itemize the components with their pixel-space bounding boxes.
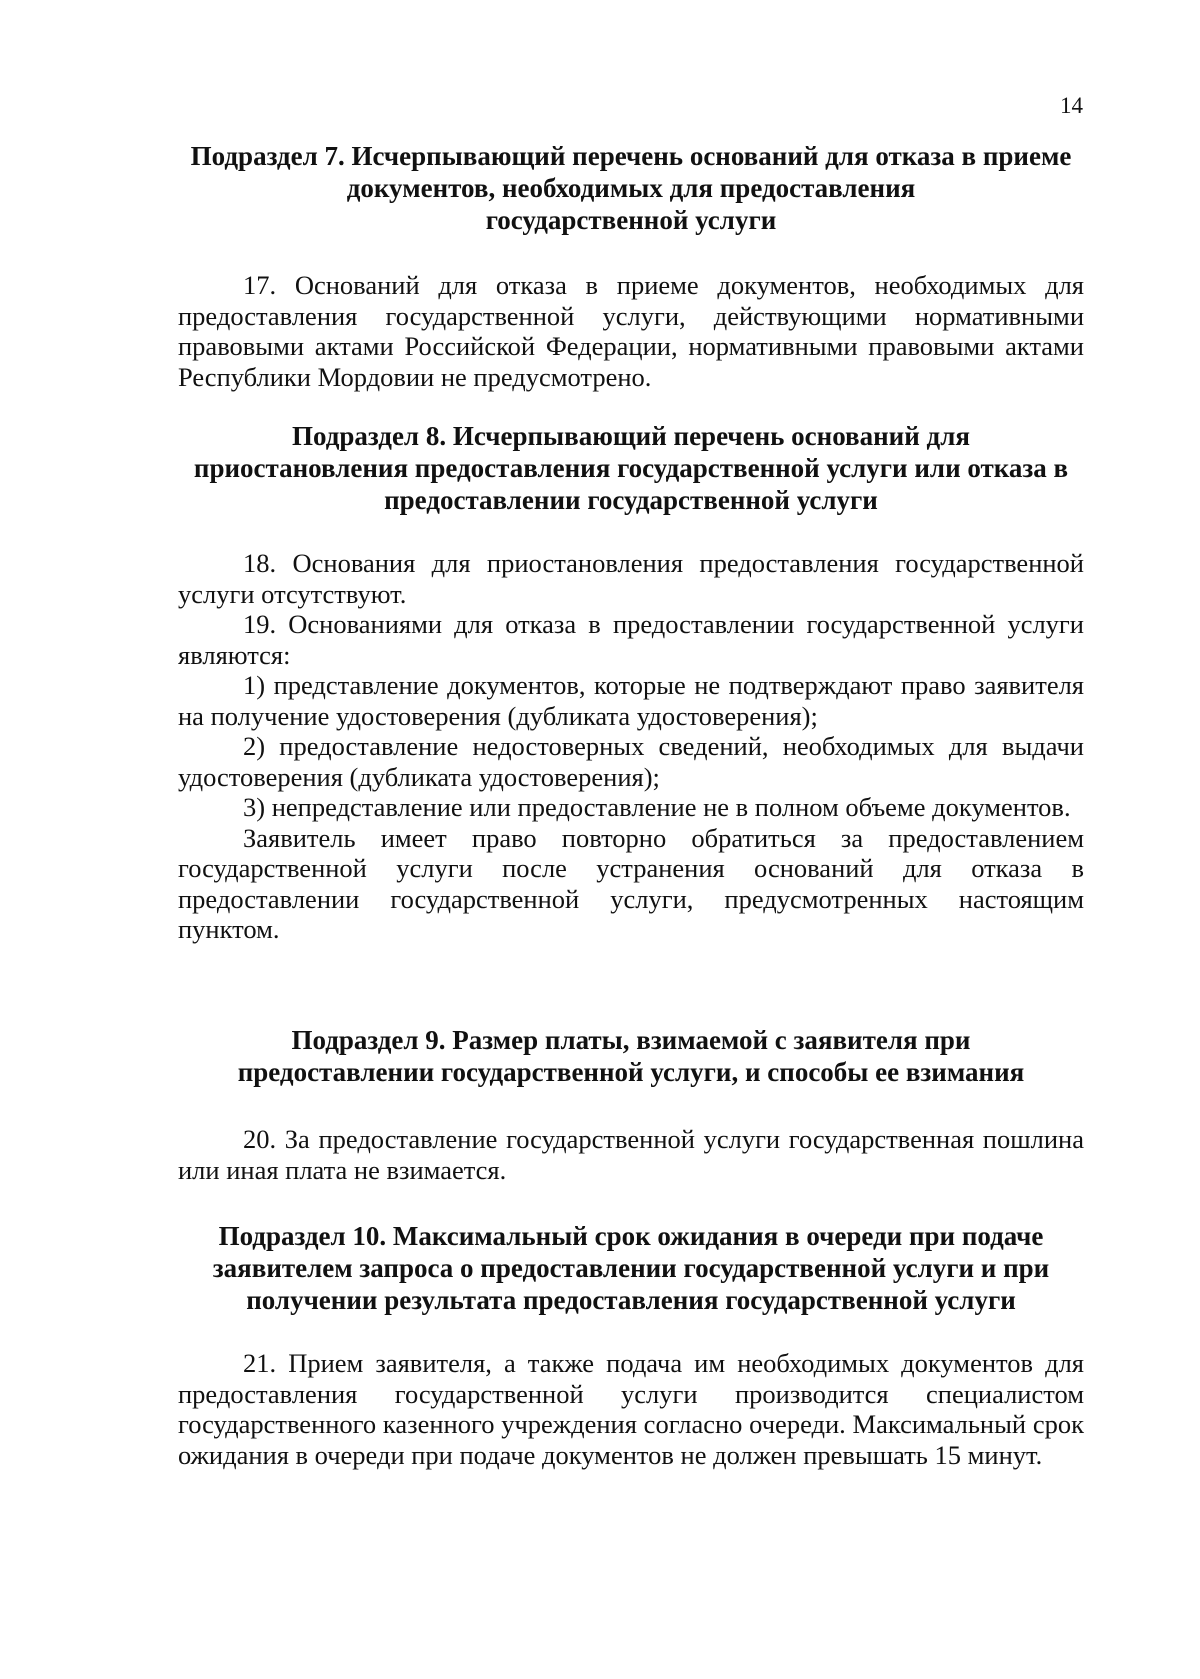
page-number: 14	[1060, 93, 1083, 118]
heading-line: Подраздел 7. Исчерпывающий перечень оснований для отказа в приеме	[190, 141, 1072, 171]
section-7-heading	[178, 140, 1084, 236]
list-item-2: 2) предоставление недостоверных сведений, необходимых для выдачи удостоверения (дубликата удостоверения);	[178, 731, 1084, 792]
heading-line: получении результата предоставления государственной услуги	[246, 1285, 1016, 1315]
list-item-1: 1) представление документов, которые не подтверждают право заявителя на получение удостоверения (дубликата удостоверения);	[178, 670, 1084, 731]
section-8-heading	[178, 420, 1084, 516]
paragraph-17: 17. Оснований для отказа в приеме документов, необходимых для предоставления государственной услуги, действующими нормативными правовыми актами Российской Федерации, нормативными правовыми актами Республики Мордовии не предусмотрено.	[178, 270, 1084, 392]
heading-line: документов, необходимых для предоставления	[346, 173, 916, 203]
paragraph-18: 18. Основания для приостановления предоставления государственной услуги отсутствуют.	[178, 548, 1084, 609]
heading-line: государственной услуги	[485, 205, 777, 235]
heading-line: предоставлении государственной услуги	[384, 485, 878, 515]
heading-line: заявителем запроса о предоставлении государственной услуги и при	[212, 1253, 1050, 1283]
section-10-heading	[178, 1220, 1084, 1316]
section-10-body	[178, 1348, 1084, 1470]
paragraph-applicant-right: Заявитель имеет право повторно обратиться за предоставлением государственной услуги после устранения оснований для отказа в предоставлении государственной услуги, предусмотренных настоящим пунктом.	[178, 822, 1084, 944]
heading-line: предоставлении государственной услуги, и способы ее взимания	[237, 1057, 1025, 1087]
paragraph-20: 20. За предоставление государственной услуги государственная пошлина или иная плата не взимается.	[178, 1124, 1084, 1185]
section-9-body	[178, 1124, 1084, 1185]
heading-line: Подраздел 10. Максимальный срок ожидания в очереди при подаче	[218, 1221, 1044, 1251]
section-9-heading	[178, 1024, 1084, 1088]
paragraph-19: 19. Основаниями для отказа в предоставлении государственной услуги являются:	[178, 609, 1084, 670]
heading-line: приостановления предоставления государственной услуги или отказа в	[193, 453, 1069, 483]
paragraph-21: 21. Прием заявителя, а также подача им необходимых документов для предоставления государственной услуги производится специалистом государственного казенного учреждения согласно очереди. Максимальный срок ожидания в очереди при подаче документов не должен превышать 15 минут.	[178, 1348, 1084, 1470]
section-7-body	[178, 270, 1084, 392]
heading-line: Подраздел 9. Размер платы, взимаемой с заявителя при	[291, 1025, 971, 1055]
list-item-3: 3) непредставление или предоставление не в полном объеме документов.	[243, 792, 1071, 822]
heading-line: Подраздел 8. Исчерпывающий перечень оснований для	[292, 421, 970, 451]
section-8-body	[178, 548, 1084, 945]
